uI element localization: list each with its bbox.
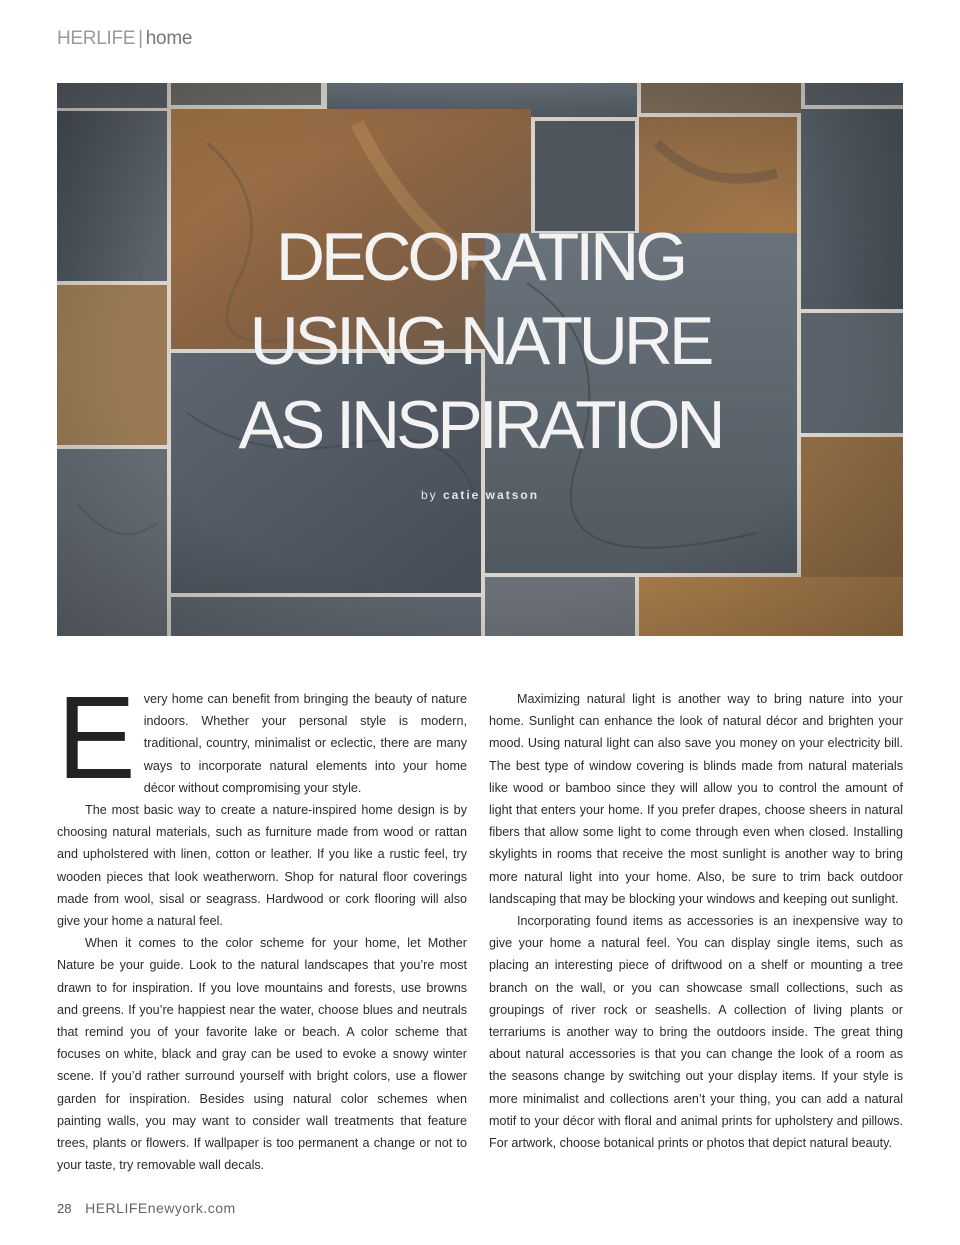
byline-prefix: by — [420, 488, 438, 502]
article-title — [57, 215, 903, 467]
paragraph: Incorporating found items as accessories is an inexpensive way to give your home a natural feel. You can display single items, such as placing an interesting piece of driftwood on a shelf or mounting a tree branch on the wall, or you can showcase small collections, such as groupings of river rock or seashells. A collection of living plants or terrariums is another way to bring the outdoors inside. The great thing about natural accessories is that you can change the look of a room as the seasons change by switching out your display items. If your style is more minimalist and collections aren’t your thing, you can add a natural motif to your décor with floral and animal prints for upholstery and pillows. For artwork, choose botanical prints or photos that depict natural beauty. — [489, 914, 903, 1151]
title-line: DECORATING — [275, 219, 685, 295]
section-header — [57, 28, 192, 50]
drop-cap: E — [57, 672, 136, 804]
title-line: USING NATURE — [249, 303, 711, 379]
byline — [57, 488, 903, 502]
paragraph — [57, 672, 467, 804]
paragraph: Maximizing natural light is another way to bring nature into your home. Sunlight can enhance the look of natural décor and brighten your mood. Using natural light can also save you money on your electricity bill. The best type of window covering is blinds made from natural materials like wood or bamboo since they will allow you to control the amount of light that enters your home. If you prefer drapes, choose sheers in natural fibers that allow some light to come through even when closed. Installing skylights in rooms that receive the most sunlight is another way to bring more natural light into your home. Also, be sure to trim back outdoor landscaping that may be blocking your windows and keeping out sunlight. — [489, 692, 903, 906]
paragraph: The most basic way to create a nature-inspired home design is by choosing natural materials, such as furniture made from wood or rattan and upholstered with linen, cotton or leather. If you like a rustic feel, try wooden pieces that look weatherworn. Shop for natural floor coverings made from wool, sisal or seagrass. Hardwood or cork flooring will also give your home a natural feel. — [57, 803, 467, 929]
author-name: catie watson — [443, 488, 540, 502]
section-name: home — [145, 28, 193, 49]
page-footer — [57, 1200, 236, 1216]
article-column-left — [57, 672, 467, 1176]
website-url: HERLIFEnewyork.com — [85, 1200, 236, 1216]
title-line: AS INSPIRATION — [238, 387, 722, 463]
header-separator: | — [138, 28, 143, 49]
hero-image — [57, 83, 903, 636]
magazine-brand: HERLIFE — [57, 28, 136, 49]
paragraph-text: very home can benefit from bringing the beauty of nature indoors. Whether your personal style is modern, traditional, country, minimalist or eclectic, there are many ways to incorporate natural elements into your home décor without compromising your style. — [143, 692, 467, 795]
page-number: 28 — [57, 1201, 72, 1216]
article-column-right — [489, 688, 903, 1154]
paragraph: When it comes to the color scheme for your home, let Mother Nature be your guide. Look to the natural landscapes that you’re most drawn to for inspiration. If you love mountains and forests, use browns and greens. If you’re happiest near the water, choose blues and neutrals that remind you of your favorite lake or beach. A color scheme that focuses on white, black and gray can be used to evoke a snowy winter scene. If you’d rather surround yourself with bright colors, use a flower garden for inspiration. Besides using natural color schemes when painting walls, you may want to consider wall treatments that feature trees, plants or flowers. If wallpaper is too permanent a change or not to your taste, try removable wall decals. — [57, 936, 467, 1173]
